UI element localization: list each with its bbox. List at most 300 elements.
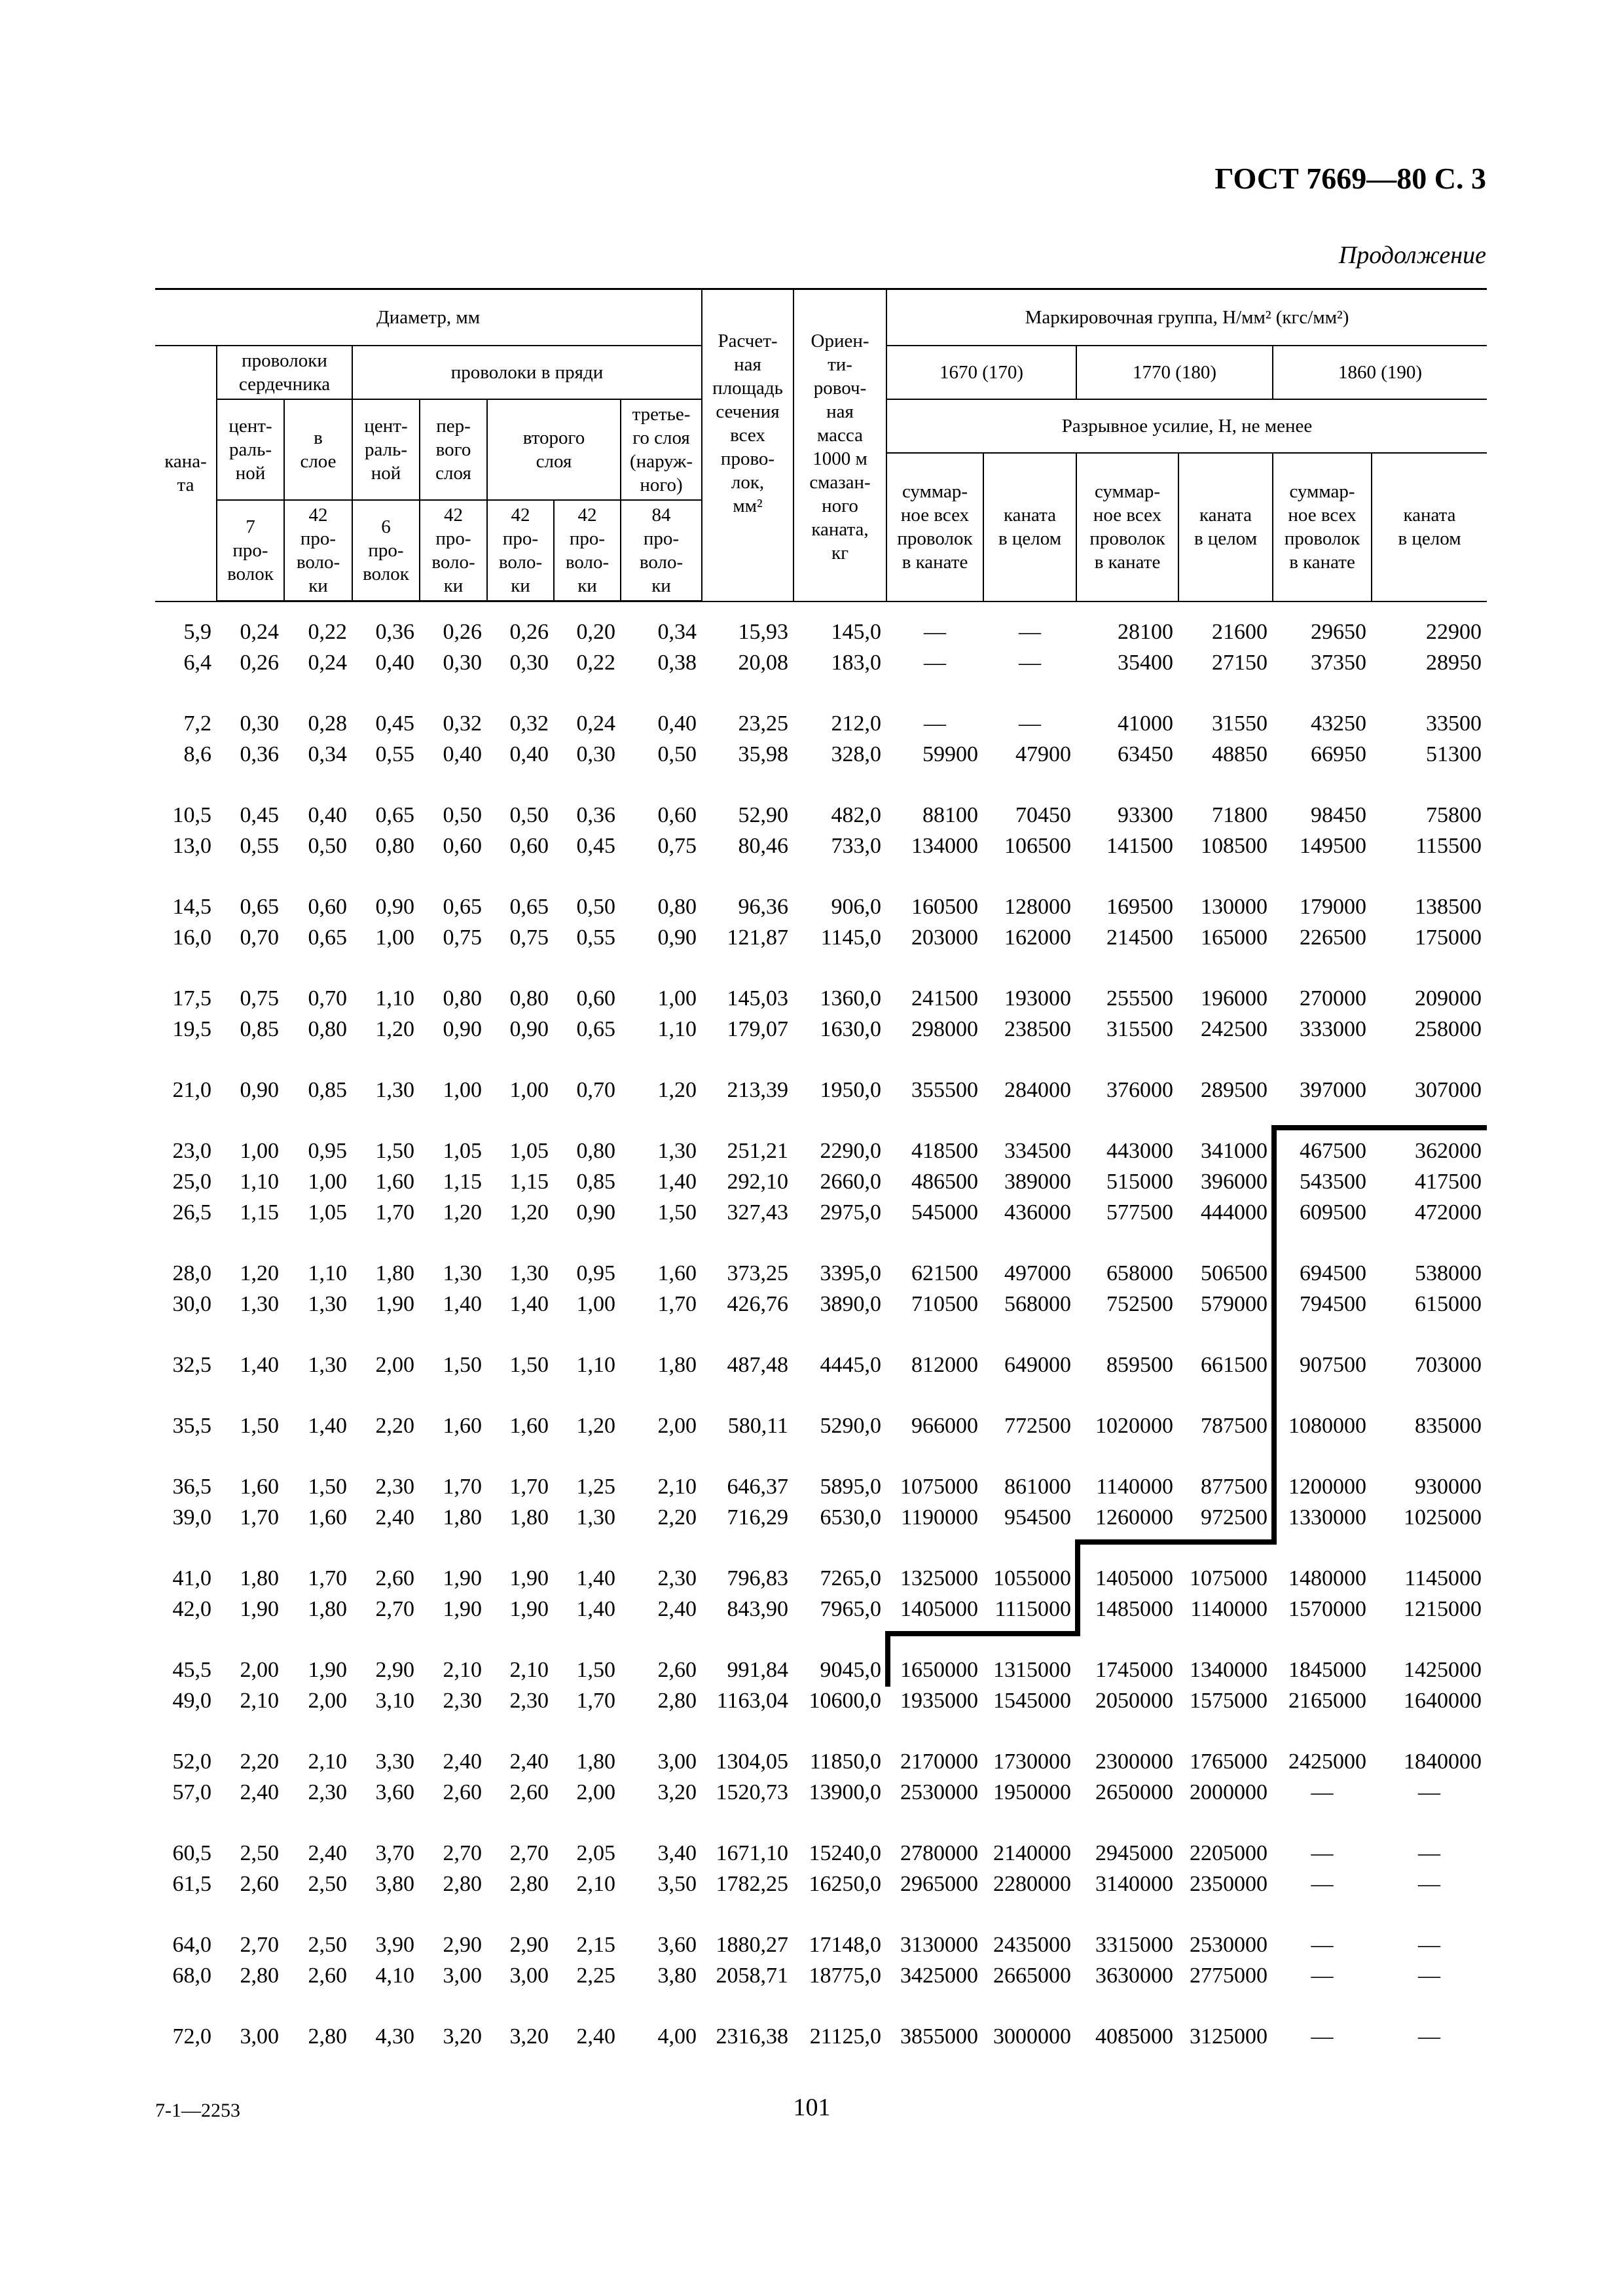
table-cell: 14,5 [172, 895, 211, 919]
table-row [155, 983, 1487, 1014]
table-cell: 515000 [1106, 1170, 1174, 1194]
row-spacer [155, 1899, 1487, 1929]
table-cell: 1,05 [509, 1139, 549, 1163]
table-cell: 2290,0 [820, 1139, 882, 1163]
table-cell: 0,50 [576, 895, 615, 919]
table-cell: 1,20 [576, 1414, 615, 1438]
table-cell: 4085000 [1095, 2024, 1174, 2049]
table-cell: 80,46 [738, 834, 789, 858]
table-cell: 0,20 [576, 620, 615, 644]
table-cell: 0,65 [576, 1017, 615, 1041]
table-cell: 2,60 [308, 1964, 347, 1988]
row-spacer [155, 1380, 1487, 1410]
table-cell: 7,2 [183, 711, 211, 736]
table-cell: 39,0 [172, 1505, 211, 1530]
table-cell: 1,90 [443, 1597, 482, 1621]
group-1670-header: 1670 (170) [886, 346, 1076, 399]
table-cell: 21,0 [172, 1078, 211, 1102]
table-cell: 52,90 [738, 803, 789, 827]
table-cell: 72,0 [172, 2024, 211, 2049]
table-cell: 3,50 [657, 1872, 697, 1896]
table-cell: 1,20 [509, 1200, 549, 1225]
table-cell: 3,20 [443, 2024, 482, 2049]
table-row [155, 1685, 1487, 1716]
table-cell: 19,5 [172, 1017, 211, 1041]
table-cell: 2,10 [443, 1658, 482, 1682]
table-cell: 4,30 [375, 2024, 414, 2049]
table-header [155, 289, 1487, 601]
table-cell: 1,50 [657, 1200, 697, 1225]
table-cell: 658000 [1106, 1261, 1174, 1285]
table-cell: 3,80 [375, 1872, 414, 1896]
table-cell: 179000 [1300, 895, 1367, 919]
table-cell: 545000 [911, 1200, 979, 1225]
table-cell: 1,50 [443, 1353, 482, 1377]
table-cell: 0,30 [509, 651, 549, 675]
table-cell: 2,60 [375, 1566, 414, 1590]
table-cell: 418500 [911, 1139, 979, 1163]
table-cell: 467500 [1300, 1139, 1367, 1163]
table-cell: 289500 [1201, 1078, 1268, 1102]
table-cell: 1,40 [509, 1292, 549, 1316]
table-cell: 183,0 [831, 651, 882, 675]
table-cell: 538000 [1415, 1261, 1482, 1285]
table-cell: 1115000 [994, 1597, 1072, 1621]
table-cell: 0,70 [240, 925, 279, 950]
table-cell: 1215000 [1404, 1597, 1482, 1621]
table-cell: 57,0 [172, 1780, 211, 1804]
table-cell: 3425000 [900, 1964, 979, 1988]
table-cell: 2140000 [993, 1841, 1072, 1865]
table-cell: 772500 [1004, 1414, 1072, 1438]
wires-42-core-header: 42 про- воло- ки [284, 500, 352, 601]
table-cell: 15,93 [738, 620, 789, 644]
table-cell: 251,21 [727, 1139, 789, 1163]
table-cell: 1,10 [375, 986, 414, 1011]
table-cell: 0,55 [576, 925, 615, 950]
table-cell: 21125,0 [809, 2024, 882, 2049]
table-cell: 0,85 [576, 1170, 615, 1194]
table-cell: 0,34 [308, 742, 347, 766]
table-cell: 710500 [911, 1292, 979, 1316]
table-cell: 2,10 [509, 1658, 549, 1682]
table-cell: 1575000 [1190, 1689, 1268, 1713]
table-cell: 2,10 [657, 1475, 697, 1499]
group-1770-header: 1770 (180) [1076, 346, 1273, 399]
table-cell: 7265,0 [820, 1566, 882, 1590]
print-code: 7-1—2253 [155, 2100, 240, 2121]
table-cell: 2058,71 [716, 1964, 789, 1988]
table-cell: 1,50 [308, 1475, 347, 1499]
table-row [155, 1258, 1487, 1289]
table-cell: 2,80 [443, 1872, 482, 1896]
table-cell: 2530000 [900, 1780, 979, 1804]
table-cell: 20,08 [738, 651, 789, 675]
table-cell: 1,70 [443, 1475, 482, 1499]
table-cell: 2,00 [308, 1689, 347, 1713]
table-cell: 2,30 [509, 1689, 549, 1713]
table-cell: 0,30 [576, 742, 615, 766]
table-cell: 0,60 [443, 834, 482, 858]
table-cell: 2,80 [308, 2024, 347, 2049]
table-cell: 1020000 [1095, 1414, 1174, 1438]
table-cell: — [1311, 1872, 1334, 1896]
table-cell: 752500 [1106, 1292, 1174, 1316]
table-cell: 930000 [1415, 1475, 1482, 1499]
table-cell: 444000 [1201, 1200, 1268, 1225]
row-spacer [155, 1533, 1487, 1563]
table-cell: 0,75 [657, 834, 697, 858]
table-cell: 1425000 [1404, 1658, 1482, 1682]
table-cell: 1055000 [993, 1566, 1072, 1590]
table-cell: 0,45 [375, 711, 414, 736]
table-cell: 1950000 [993, 1780, 1072, 1804]
table-cell: 0,22 [308, 620, 347, 644]
table-cell: — [1418, 1872, 1441, 1896]
table-cell: 796,83 [727, 1566, 789, 1590]
row-spacer [155, 1105, 1487, 1136]
table-cell: — [1311, 1964, 1334, 1988]
table-cell: 2,40 [576, 2024, 615, 2049]
table-cell: 1,00 [443, 1078, 482, 1102]
table-cell: 27150 [1212, 651, 1268, 675]
table-cell: 0,24 [240, 620, 279, 644]
table-cell: 1140000 [1190, 1597, 1268, 1621]
table-cell: 128000 [1004, 895, 1072, 919]
table-cell: 1145,0 [820, 925, 882, 950]
table-cell: 88100 [922, 803, 979, 827]
table-cell: 35400 [1118, 651, 1174, 675]
table-cell: 733,0 [831, 834, 882, 858]
table-cell: 0,34 [657, 620, 697, 644]
table-cell: 35,98 [738, 742, 789, 766]
table-cell: 2,40 [509, 1749, 549, 1774]
table-cell: 1,30 [375, 1078, 414, 1102]
table-cell: 2350000 [1190, 1872, 1268, 1896]
table-cell: 1840000 [1404, 1749, 1482, 1774]
table-cell: 3395,0 [820, 1261, 882, 1285]
table-cell: 96,36 [738, 895, 789, 919]
table-cell: 5,9 [183, 620, 211, 644]
table-cell: 70450 [1015, 803, 1072, 827]
table-cell: 3,80 [657, 1964, 697, 1988]
table-row [155, 1502, 1487, 1533]
table-cell: 1360,0 [820, 986, 882, 1011]
table-cell: 579000 [1201, 1292, 1268, 1316]
table-cell: 2,40 [240, 1780, 279, 1804]
table-cell: 196000 [1201, 986, 1268, 1011]
table-cell: 258000 [1415, 1017, 1482, 1041]
table-cell: 2,90 [375, 1658, 414, 1682]
table-cell: 13,0 [172, 834, 211, 858]
table-cell: 0,50 [443, 803, 482, 827]
table-cell: 52,0 [172, 1749, 211, 1774]
table-cell: 64,0 [172, 1933, 211, 1957]
wires-42-second-b-header: 42 про- воло- ки [554, 500, 621, 601]
table-cell: 661500 [1201, 1353, 1268, 1377]
table-row [155, 1166, 1487, 1197]
table-cell: 1190000 [901, 1505, 979, 1530]
table-cell: 3,10 [375, 1689, 414, 1713]
table-cell: 0,40 [657, 711, 697, 736]
whole-header-3: каната в целом [1372, 453, 1487, 601]
table-cell: 1,05 [308, 1200, 347, 1225]
marking-group-header: Маркировочная группа, Н/мм² (кгс/мм²) [886, 289, 1487, 346]
table-cell: 1,20 [240, 1261, 279, 1285]
table-cell: 5290,0 [820, 1414, 882, 1438]
table-cell: 213,39 [727, 1078, 789, 1102]
table-cell: 2425000 [1288, 1749, 1367, 1774]
table-cell: 2,80 [509, 1872, 549, 1896]
table-cell: 2,60 [509, 1780, 549, 1804]
table-cell: 16,0 [172, 925, 211, 950]
table-cell: 66950 [1311, 742, 1367, 766]
table-cell: 2,30 [443, 1689, 482, 1713]
table-cell: 63450 [1118, 742, 1174, 766]
table-cell: 203000 [911, 925, 979, 950]
table-cell: 2,30 [657, 1566, 697, 1590]
table-cell: 843,90 [727, 1597, 789, 1621]
table-row [155, 647, 1487, 678]
table-row [155, 1197, 1487, 1228]
table-cell: 1325000 [900, 1566, 979, 1590]
table-cell: 1,05 [443, 1139, 482, 1163]
table-cell: 506500 [1201, 1261, 1268, 1285]
table-cell: 1163,04 [716, 1689, 789, 1713]
table-cell: 10,5 [172, 803, 211, 827]
table-cell: 3315000 [1095, 1933, 1174, 1957]
first-layer-header: пер- вого слоя [420, 399, 487, 500]
table-cell: 1,40 [576, 1566, 615, 1590]
table-row [155, 1410, 1487, 1441]
table-cell: 991,84 [727, 1658, 789, 1682]
row-spacer [155, 1624, 1487, 1655]
table-cell: 1340000 [1190, 1658, 1268, 1682]
table-cell: 3,00 [240, 2024, 279, 2049]
table-cell: 2,50 [308, 1872, 347, 1896]
diameter-group-header: Диаметр, мм [155, 289, 702, 346]
table-cell: 1075000 [1190, 1566, 1268, 1590]
table-cell: 0,40 [509, 742, 549, 766]
breaking-force-header: Разрывное усилие, Н, не менее [886, 399, 1487, 453]
table-container [155, 288, 1487, 2052]
table-cell: 3855000 [900, 2024, 979, 2049]
table-cell: 2780000 [900, 1841, 979, 1865]
table-cell: 29650 [1311, 620, 1367, 644]
table-cell: 3000000 [993, 2024, 1072, 2049]
table-cell: 3,00 [509, 1964, 549, 1988]
table-cell: 0,65 [375, 803, 414, 827]
table-cell: 1,90 [509, 1597, 549, 1621]
table-cell: — [1019, 620, 1042, 644]
table-cell: 0,85 [240, 1017, 279, 1041]
continuation-label: Продолжение [1338, 242, 1486, 269]
table-cell: 18775,0 [809, 1964, 882, 1988]
table-cell: 3,20 [657, 1780, 697, 1804]
table-cell: 2,10 [308, 1749, 347, 1774]
table-cell: 193000 [1004, 986, 1072, 1011]
table-cell: 426,76 [727, 1292, 789, 1316]
table-cell: 149500 [1300, 834, 1367, 858]
table-cell: 2,40 [308, 1841, 347, 1865]
table-cell: 609500 [1300, 1200, 1367, 1225]
table-cell: 0,80 [308, 1017, 347, 1041]
table-cell: 315500 [1106, 1017, 1174, 1041]
table-cell: 2205000 [1190, 1841, 1268, 1865]
table-cell: 2775000 [1190, 1964, 1268, 1988]
table-cell: 1,80 [375, 1261, 414, 1285]
table-cell: 2,20 [375, 1414, 414, 1438]
table-cell: 1,50 [509, 1353, 549, 1377]
table-cell: 1520,73 [716, 1780, 789, 1804]
sum-all-header-1: суммар- ное всех проволок в канате [886, 453, 983, 601]
table-cell: 2,00 [240, 1658, 279, 1682]
table-cell: 2,70 [443, 1841, 482, 1865]
table-cell: 2,00 [657, 1414, 697, 1438]
table-cell: — [1418, 2024, 1441, 2049]
table-cell: 60,5 [172, 1841, 211, 1865]
table-cell: 1,15 [509, 1170, 549, 1194]
table-cell: 0,38 [657, 651, 697, 675]
table-cell: 0,90 [240, 1078, 279, 1102]
table-cell: 794500 [1300, 1292, 1367, 1316]
table-cell: 0,45 [576, 834, 615, 858]
table-cell: 15240,0 [809, 1841, 882, 1865]
table-cell: 2,10 [576, 1872, 615, 1896]
table-cell: 1,90 [509, 1566, 549, 1590]
table-cell: 1,30 [509, 1261, 549, 1285]
table-row [155, 1350, 1487, 1380]
table-cell: 1315000 [993, 1658, 1072, 1682]
table-row [155, 1075, 1487, 1105]
table-cell: 2165000 [1288, 1689, 1367, 1713]
table-cell: 2,00 [375, 1353, 414, 1377]
table-cell: — [1019, 651, 1042, 675]
table-cell: 1,40 [443, 1292, 482, 1316]
table-cell: 0,90 [576, 1200, 615, 1225]
table-cell: 31550 [1212, 711, 1268, 736]
table-cell: 0,90 [375, 895, 414, 919]
table-cell: 41000 [1118, 711, 1174, 736]
table-cell: 11850,0 [809, 1749, 882, 1774]
table-row [155, 1563, 1487, 1594]
whole-header-2: каната в целом [1178, 453, 1273, 601]
table-cell: 577500 [1106, 1200, 1174, 1225]
table-cell: 179,07 [727, 1017, 789, 1041]
table-cell: 1,10 [240, 1170, 279, 1194]
second-layer-header: второго слоя [487, 399, 621, 500]
table-cell: 130000 [1201, 895, 1268, 919]
table-cell: 877500 [1201, 1475, 1268, 1499]
table-cell: 333000 [1300, 1017, 1367, 1041]
table-cell: 4,00 [657, 2024, 697, 2049]
table-cell: 2170000 [900, 1749, 979, 1774]
table-cell: 0,40 [375, 651, 414, 675]
table-cell: 1,60 [657, 1261, 697, 1285]
row-spacer [155, 861, 1487, 891]
table-cell: 8,6 [183, 742, 211, 766]
table-cell: 48850 [1212, 742, 1268, 766]
table-cell: 2,25 [576, 1964, 615, 1988]
table-cell: 0,95 [308, 1139, 347, 1163]
wires-84-header: 84 про- воло- ки [621, 500, 702, 601]
table-cell: 2,90 [443, 1933, 482, 1957]
table-cell: — [924, 711, 947, 736]
table-cell: 1,15 [240, 1200, 279, 1225]
table-cell: 255500 [1106, 986, 1174, 1011]
sum-all-header-2: суммар- ное всех проволок в канате [1076, 453, 1178, 601]
row-spacer [155, 1045, 1487, 1075]
table-cell: 41,0 [172, 1566, 211, 1590]
table-cell: — [1418, 1841, 1441, 1865]
table-cell: 1,20 [375, 1017, 414, 1041]
table-cell: 145,0 [831, 620, 882, 644]
table-cell: 0,75 [509, 925, 549, 950]
table-row [155, 831, 1487, 861]
table-row [155, 1960, 1487, 1991]
table-cell: 37350 [1311, 651, 1367, 675]
table-row [155, 2021, 1487, 2052]
table-cell: — [1311, 1841, 1334, 1865]
table-cell: 0,85 [308, 1078, 347, 1102]
table-cell: 0,32 [443, 711, 482, 736]
table-cell: 238500 [1004, 1017, 1072, 1041]
table-cell: 2,80 [240, 1964, 279, 1988]
table-cell: 2,50 [308, 1933, 347, 1957]
document-title: ГОСТ 7669—80 С. 3 [1214, 162, 1486, 195]
table-cell: 0,40 [308, 803, 347, 827]
row-spacer [155, 601, 1487, 617]
table-cell: 972500 [1201, 1505, 1268, 1530]
table-cell: 0,70 [308, 986, 347, 1011]
table-cell: 2,60 [240, 1872, 279, 1896]
table-cell: 1,70 [509, 1475, 549, 1499]
table-cell: 954500 [1004, 1505, 1072, 1530]
table-cell: 1,10 [308, 1261, 347, 1285]
table-cell: 355500 [911, 1078, 979, 1102]
table-cell: 106500 [1004, 834, 1072, 858]
table-cell: 23,25 [738, 711, 789, 736]
wires-7-header: 7 про- волок [217, 500, 284, 601]
table-cell: 1,10 [576, 1353, 615, 1377]
table-cell: 1,60 [509, 1414, 549, 1438]
table-cell: 30,0 [172, 1292, 211, 1316]
table-body [155, 601, 1487, 2053]
table-cell: 1,50 [375, 1139, 414, 1163]
table-cell: 1,80 [443, 1505, 482, 1530]
table-cell: 3,30 [375, 1749, 414, 1774]
third-layer-header: третье- го слоя (наруж- ного) [621, 399, 702, 500]
table-cell: 0,65 [509, 895, 549, 919]
table-cell: 0,24 [576, 711, 615, 736]
table-cell: 2,80 [657, 1689, 697, 1713]
table-cell: 1,80 [509, 1505, 549, 1530]
table-cell: 861000 [1004, 1475, 1072, 1499]
rope-header: кана- та [155, 346, 217, 601]
table-cell: 1,50 [576, 1658, 615, 1682]
table-cell: 1,30 [576, 1505, 615, 1530]
wires-6-header: 6 про- волок [352, 500, 420, 601]
wires-42-second-a-header: 42 про- воло- ки [487, 500, 554, 601]
table-cell: 0,50 [308, 834, 347, 858]
table-cell: 327,43 [727, 1200, 789, 1225]
core-wires-header: проволоки сердечника [217, 346, 352, 399]
table-cell: 1,70 [576, 1689, 615, 1713]
table-cell: 3,40 [657, 1841, 697, 1865]
table-cell: 17,5 [172, 986, 211, 1011]
table-cell: 6,4 [183, 651, 211, 675]
row-spacer [155, 678, 1487, 708]
